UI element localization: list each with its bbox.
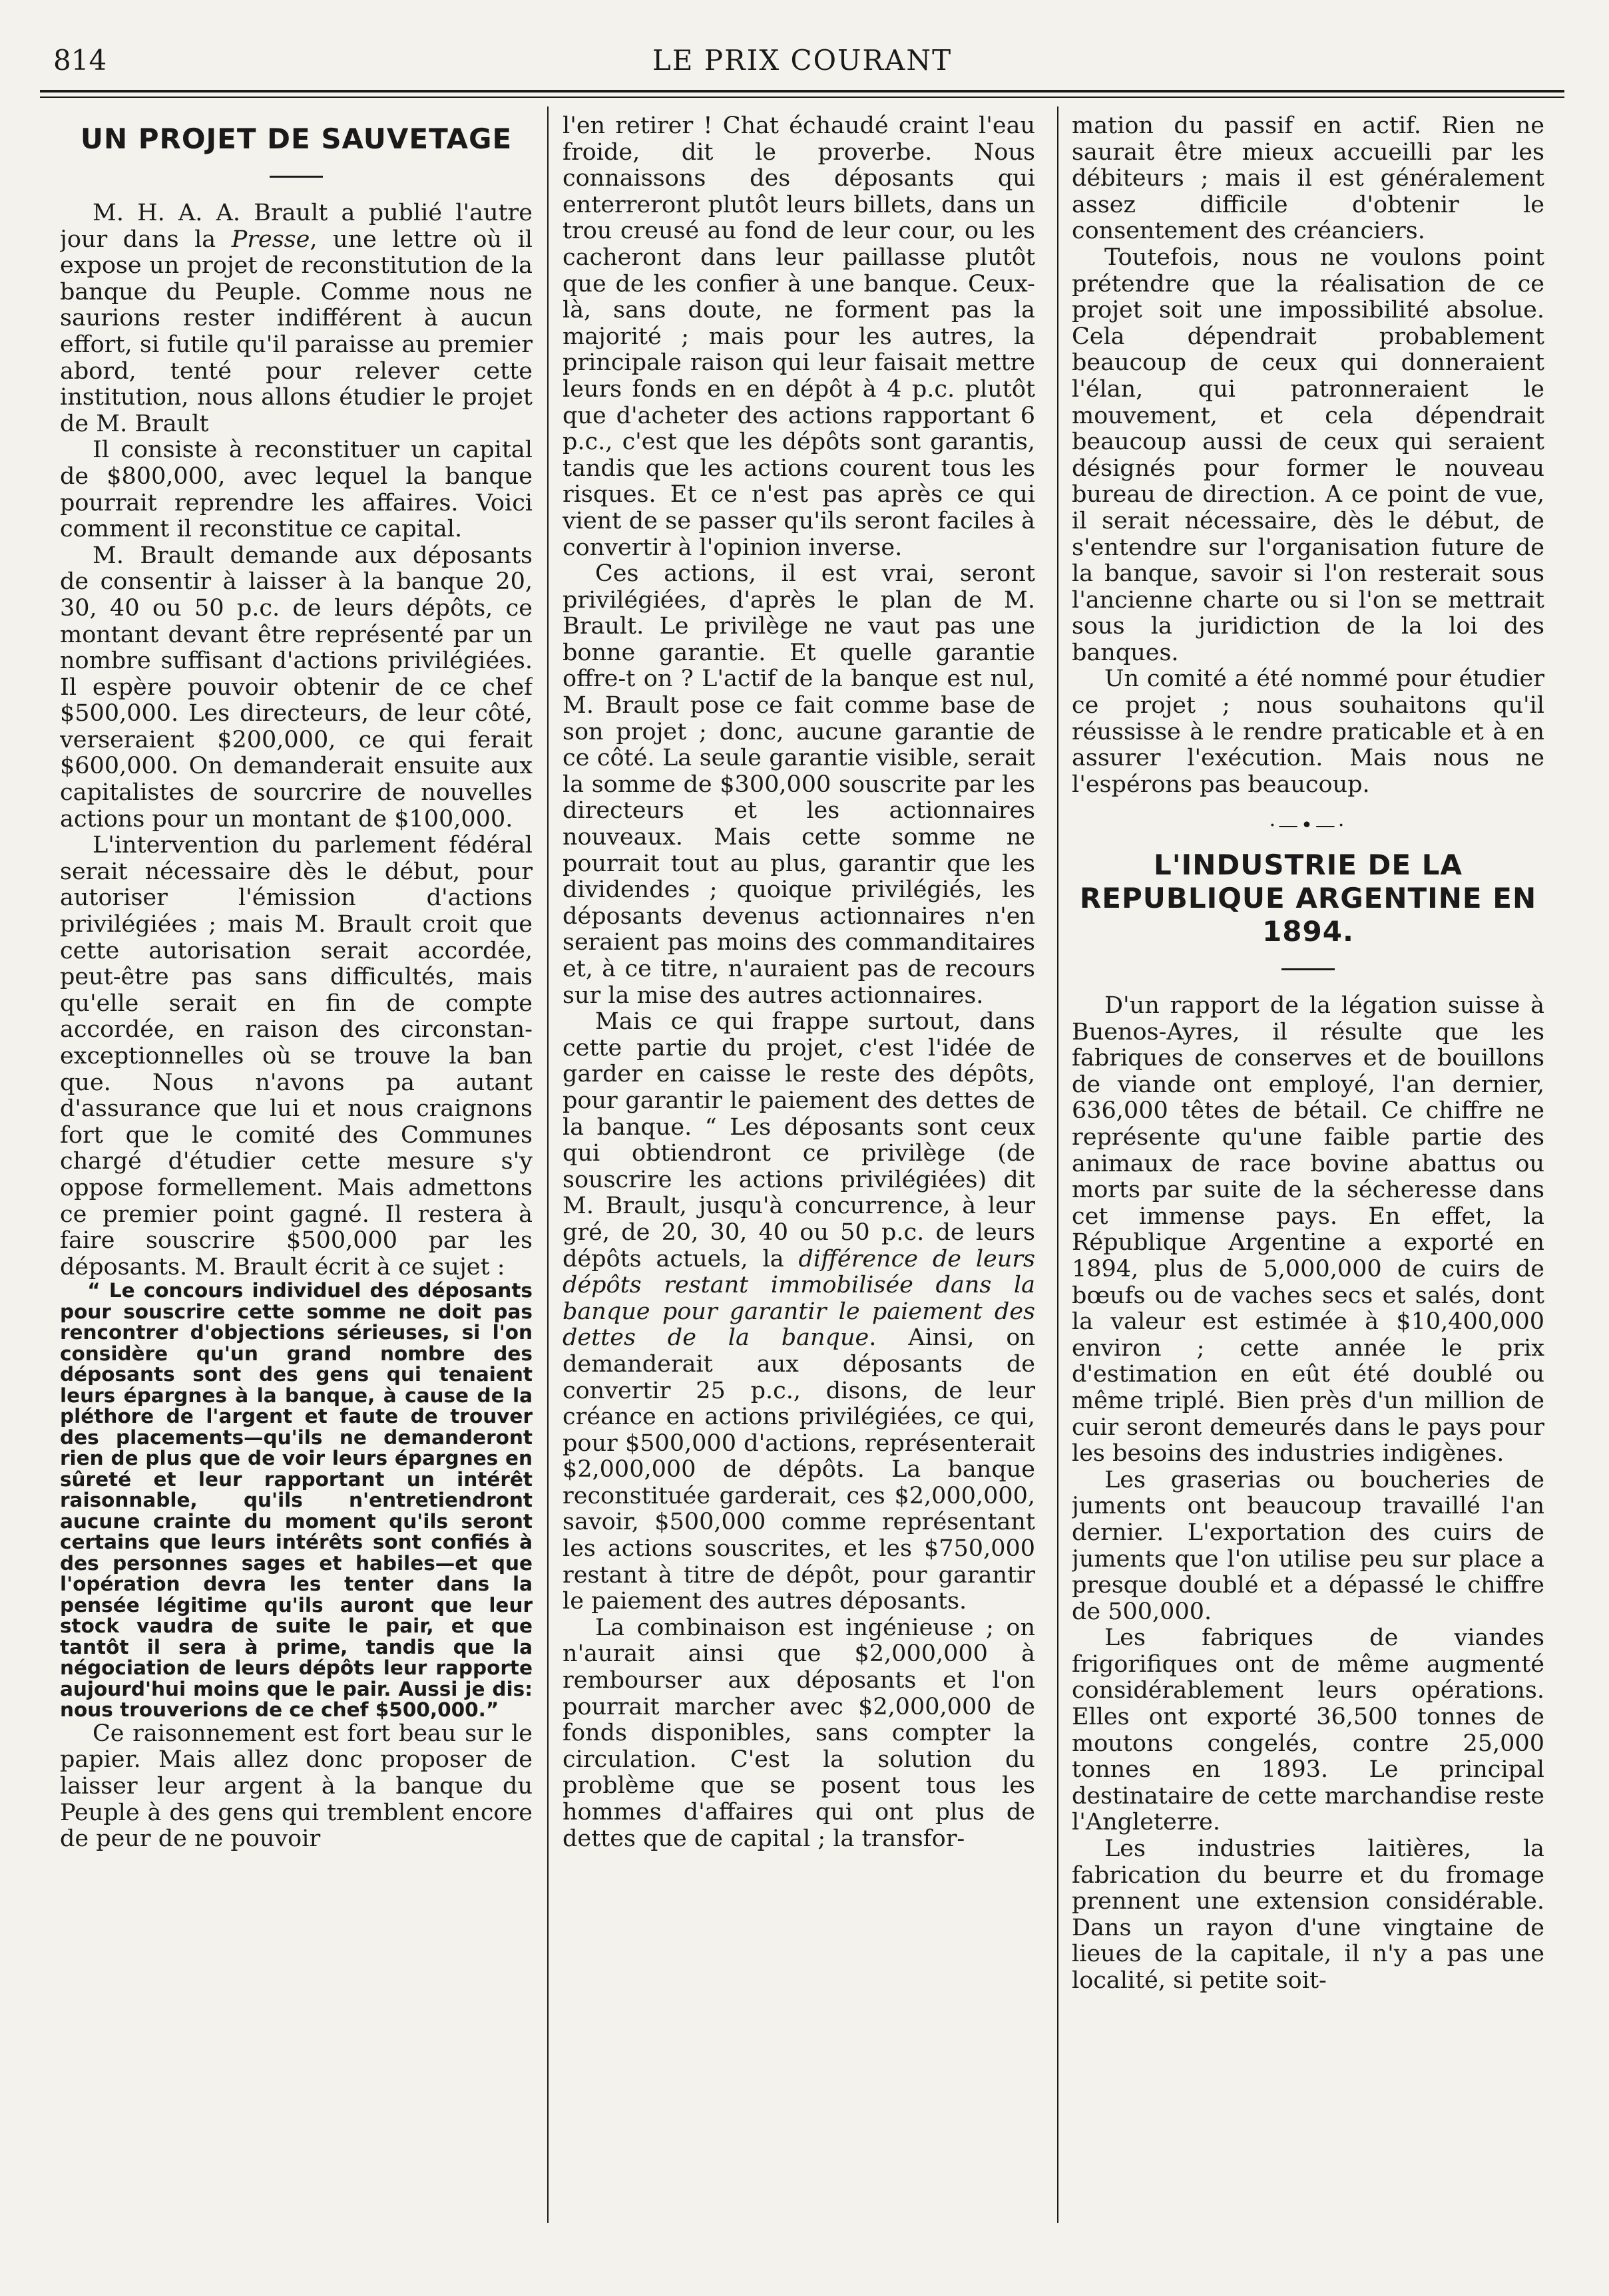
paragraph: Les industries laitières, la fabrication du beurre et du fromage prennent une extension considérable. Dans un rayon d'une vingtaine de lieues de la capitale, il n'y a pas une localité, si petite soit- [1072,1835,1544,1994]
column-1 [60,113,533,2223]
paragraph: mation du passif en actif. Rien ne saurait être mieux accueilli par les débiteurs ; mais il est généralement assez difficile d'obtenir le consentement des créanciers. [1072,113,1544,245]
italic-quote: différence de leurs dépôts restant immobilisée dans la banque pour garantir le paiement des dettes de la banque [563,1245,1035,1352]
title-rule [1281,968,1335,970]
column-3 [1072,113,1544,2223]
column-divider-2 [1057,106,1058,2223]
paragraph: Mais ce qui frappe surtout, dans cette partie du projet, c'est l'idée de garder en caisse le reste des dépôts, pour garantir le paiement des dettes de la banque. “ Les déposants sont ceux qui obtiendront ce privilège (de souscrire les actions privilégiées) dit M. Brault, jusqu'à concurrence, à leur gré, de 20, 30, 40 ou 50 p.c. de leurs dépôts actuels, la différence de leurs dépôts restant immobilisée dans la banque pour garantir le paiement des dettes de la banque. Ainsi, on demanderait aux déposants de convertir 25 p.c., disons, de leur créance en actions privilégiées, ce qui, pour $500,000 d'actions, représenterait $2,000,000 de dépôts. La banque reconstituée garderait, ces $2,000,000, savoir, $500,000 comme représentant les actions souscrites, et les $750,000 restant à titre de dépôt, pour garantir le paiement des autres déposants. [563,1008,1035,1615]
paragraph: M. Brault demande aux déposants de consentir à laisser à la banque 20, 30, 40 ou 50 p.c. de leurs dépôts, ce montant devant être représenté par un nombre suffisant d'actions privilégiées. Il espère pouvoir obtenir de ce chef $500,000. Les directeurs, de leur côté, verseraient $200,000, ce qui ferait $600,000. On demanderait ensuite aux capitalistes de sourcrire de nouvelles actions pour un montant de $100,000. [60,542,533,833]
paragraph: M. H. A. A. Brault a publié l'autre jour dans la Presse, une lettre où il expose un projet de reconstitution de la banque du Peuple. Comme nous ne saurions rester indifférent à aucun effort, si futile qu'il paraisse au premier abord, tenté pour relever cette institution, nous allons étudier le projet de M. Brault [60,200,533,437]
column-2 [563,113,1035,2223]
title-rule [270,176,323,178]
newspaper-name: Presse [231,226,310,253]
block-quote: “ Le concours individuel des déposants pour souscrire cette somme ne doit pas rencontrer d'objections sérieuses, si l'on considère qu'un grand nombre des déposants sont des gens qui tenaient leurs épargnes à la banque, à cause de la pléthore de l'argent et faute de trouver des placements—qu'ils ne demanderont rien de plus que de voir leurs épargnes en sûreté et leur rapportant un intérêt raisonnable, qu'ils n'entretiendront aucune crainte du moment qu'ils seront certains que leurs intérêts sont confiés à des personnes sages et habiles—et que l'opération devra les tenter dans la pensée légitime qu'ils auront que leur stock vaudra de suite le pair, et que tantôt il sera à prime, tandis que la négociation de leurs dépôts leur rapporte aujourd'hui moins que le pair. Aussi je dis: nous trouverions de ce chef $500,000.” [60,1279,533,1722]
paragraph: La combinaison est ingénieuse ; on n'aurait ainsi que $2,000,000 à rembourser aux déposants et l'on pourrait marcher avec $2,000,000 de fonds disponibles, sans compter la circulation. C'est la solution du problème que se posent tous les hommes d'affaires qui ont plus de dettes que de capital ; la transfor- [563,1614,1035,1852]
paragraph: Toutefois, nous ne voulons point prétendre que la réalisation de ce projet soit une impossibilité absolue. Cela dépendrait probablement beaucoup de ceux qui donneraient l'élan, qui patronneraient le mouvement, et cela dépendrait beaucoup aussi de ceux qui seraient désignés pour former le nouveau bureau de direction. A ce point de vue, il serait nécessaire, dès le début, de s'entendre sur l'organisation future de la banque, savoir si l'on resterait sous l'ancienne charte ou si l'on se mettrait sous la juridiction de la loi des banques. [1072,244,1544,666]
paragraph: D'un rapport de la légation suisse à Buenos-Ayres, il résulte que les fabriques de conserves et de bouillons de viande ont employé, l'an dernier, 636,000 têtes de bétail. Ce chiffre ne représente qu'une faible partie des animaux de race bovine abattus ou morts par suite de la sécheresse dans cet immense pays. En effet, la République Argentine a exporté en 1894, plus de 5,000,000 de cuirs de bœufs ou de vaches secs et salés, dont la valeur est estimée à $10,400,000 environ ; cette année le prix d'estimation en eût été doublé ou même triplé. Bien près d'un million de cuir seront demeurés dans le pays pour les besoins des industries indigènes. [1072,992,1544,1467]
paragraph: Ces actions, il est vrai, seront privilégiées, d'après le plan de M. Brault. Le privilège ne vaut pas une bonne garantie. Et quelle garantie offre-t on ? L'actif de la banque est nul, M. Brault pose ce fait comme base de son projet ; donc, aucune garantie de ce côté. La seule garantie visible, serait la somme de $300,000 souscrite par les directeurs et les actionnaires nouveaux. Mais cette somme ne pourrait tout au plus, garantir que les dividendes ; quoique privilégiés, les déposants devenus actionnaires n'en seraient pas moins des commanditaires et, à ce titre, n'auraient pas de recours sur la mise des autres actionnaires. [563,560,1035,1009]
paragraph: Ce raisonnement est fort beau sur le papier. Mais allez donc proposer de laisser leur argent à la banque du Peuple à des gens qui tremblent encore de peur de ne pouvoir [60,1720,533,1853]
header-rule-top [40,90,1564,93]
paragraph: Un comité a été nommé pour étudier ce projet ; nous souhaitons qu'il réussisse à le rendre praticable et à en assurer l'exécution. Mais nous ne l'espérons pas beaucoup. [1072,666,1544,798]
article-title: UN PROJET DE SAUVETAGE [80,122,513,155]
page-header [40,40,1564,80]
column-divider-1 [547,106,549,2223]
page-number: 814 [53,44,107,77]
header-rule-bottom [40,96,1564,98]
paragraph: L'intervention du parlement fédéral serait nécessaire dès le début, pour autoriser l'émission d'actions privilégiées ; mais M. Brault croit que cette autorisation serait accordée, peut-être pas sans difficultés, mais qu'elle serait en fin de compte accordée, en raison des circonstan-exceptionnelles où se trouve la ban que. Nous n'avons pa autant d'assurance que lui et nous craignons fort que le comité des Communes chargé d'étudier cette mesure s'y oppose formellement. Mais admettons ce premier point gagné. Il restera à faire souscrire $500,000 par les déposants. M. Brault écrit à ce sujet : [60,832,533,1280]
paragraph: Il consiste à reconstituer un capital de $800,000, avec lequel la banque pourrait reprendre les affaires. Voici comment il reconstitue ce capital. [60,437,533,543]
section-ornament: ·—•—· [1269,814,1347,838]
paragraph: l'en retirer ! Chat échaudé craint l'eau froide, dit le proverbe. Nous connaissons des déposants qui enterreront plutôt leurs billets, dans un trou creusé au fond de leur cour, ou les cacheront dans leur paillasse plutôt que de les confier à une banque. Ceux-là, sans doute, ne forment pas la majorité ; mais pour les autres, la principale raison qui leur faisait mettre leurs fonds en en dépôt à 4 p.c. plutôt que d'acheter des actions rapportant 6 p.c., c'est que les dépôts sont garantis, tandis que les actions courent tous les risques. Et ce n'est pas après ce qui vient de se passer qu'ils seront faciles à convertir à l'opinion inverse. [563,113,1035,561]
article-title: L'INDUSTRIE DE LA REPUBLIQUE ARGENTINE EN 1894. [1079,849,1537,948]
running-title: LE PRIX COURANT [652,44,953,77]
paragraph: Les graserias ou boucheries de juments ont beaucoup travaillé l'an dernier. L'exportation des cuirs de juments que l'on utilise peu sur place a presque doublé et a dépassé le chiffre de 500,000. [1072,1466,1544,1625]
paragraph: Les fabriques de viandes frigorifiques ont de même augmenté considérablement leurs opérations. Elles ont exporté 36,500 tonnes de moutons congelés, contre 25,000 tonnes en 1893. Le principal destinataire de cette marchandise reste l'Angleterre. [1072,1625,1544,1836]
